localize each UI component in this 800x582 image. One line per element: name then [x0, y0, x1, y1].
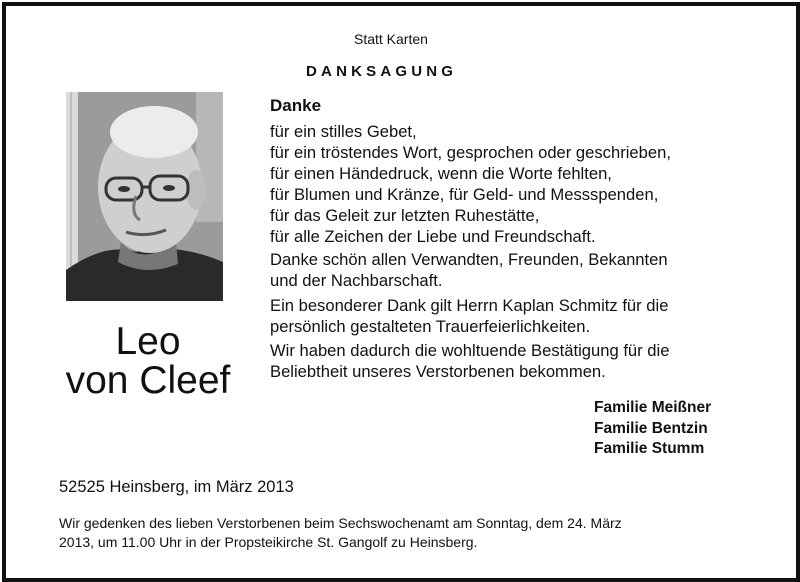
signature-family: Familie Bentzin	[594, 420, 708, 437]
signature-family: Familie Meißner	[594, 399, 712, 416]
thanks-line: und der Nachbarschaft.	[270, 271, 443, 290]
deceased-last-name: von Cleef	[65, 359, 231, 402]
thanks-line: für einen Händedruck, wenn die Worte fehlten,	[270, 164, 612, 183]
thanks-line: Danke schön allen Verwandten, Freunden, Bekannten	[270, 250, 668, 269]
thanks-line: für Blumen und Kränze, für Geld- und Messspenden,	[270, 185, 659, 204]
thanks-line: für ein stilles Gebet,	[270, 122, 417, 141]
thanks-line: persönlich gestalteten Trauerfeierlichkeiten.	[270, 317, 591, 336]
danke-heading: Danke	[270, 96, 322, 115]
memorial-notice-line: Wir gedenken des lieben Verstorbenen beim Sechswochenamt am Sonntag, dem 24. März	[59, 515, 622, 531]
thanks-line: Ein besonderer Dank gilt Herrn Kaplan Schmitz für die	[270, 296, 669, 315]
place-date: 52525 Heinsberg, im März 2013	[59, 478, 294, 496]
danksagung-title: DANKSAGUNG	[306, 63, 458, 80]
memorial-notice-line: 2013, um 11.00 Uhr in der Propsteikirche St. Gangolf zu Heinsberg.	[59, 534, 478, 550]
signature-family: Familie Stumm	[594, 440, 705, 457]
statt-karten-label: Statt Karten	[354, 31, 428, 47]
deceased-first-name: Leo	[115, 320, 181, 363]
thanks-line: für alle Zeichen der Liebe und Freundschaft.	[270, 227, 596, 246]
portrait-illustration	[66, 92, 223, 301]
thanks-line: für ein tröstendes Wort, gesprochen oder geschrieben,	[270, 143, 671, 162]
thanks-line: Beliebtheit unseres Verstorbenen bekommen.	[270, 362, 606, 381]
thanks-line: Wir haben dadurch die wohltuende Bestätigung für die	[270, 341, 670, 360]
portrait-photo	[66, 92, 223, 301]
thanks-line: für das Geleit zur letzten Ruhestätte,	[270, 206, 540, 225]
